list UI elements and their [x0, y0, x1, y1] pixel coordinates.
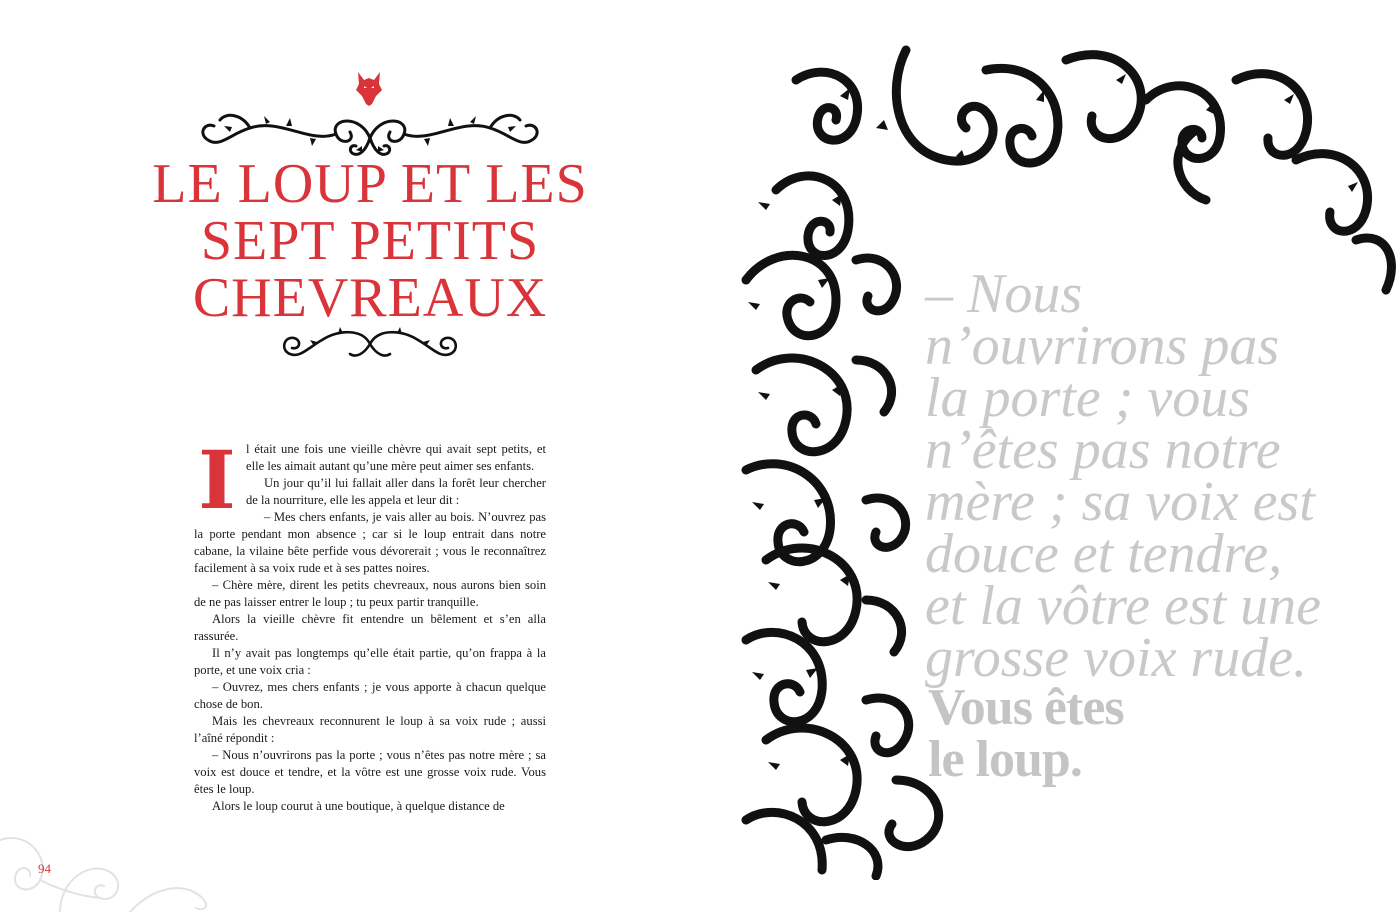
quote-line: la porte ; vous	[925, 367, 1251, 429]
title-line-1: LE LOUP ET LES	[152, 153, 588, 215]
paragraph: – Mes chers enfants, je vais aller au bois. N’ouvrez pas la porte pendant mon absence ; car si le loup entrait dans notre cabane, la vilaine bête perfide vous dévorerait ; vous le reconnaîtrez facilement à sa voix rude et à ses pattes noires.	[194, 510, 546, 575]
quote-line: et la vôtre est une	[925, 575, 1322, 637]
paragraph: Il n’y avait pas longtemps qu’elle était partie, qu’on frappa à la porte, et une voix cria :	[194, 646, 546, 677]
title-line-3: CHEVREAUX	[192, 267, 548, 329]
quote-line: grosse voix rude.	[925, 627, 1308, 689]
quote-line: mère ; sa voix est	[925, 471, 1315, 533]
right-page	[700, 0, 1400, 912]
wolf-head-icon	[354, 70, 384, 106]
dropcap-letter: I	[198, 433, 236, 527]
title-line-2: SEPT PETITS	[200, 210, 540, 272]
paragraph: Un jour qu’il lui fallait aller dans la forêt leur chercher de la nourriture, elle les appela et leur dit :	[246, 476, 546, 507]
quote-bold-line: le loup.	[928, 731, 1082, 788]
paragraph: l était une fois une vieille chèvre qui avait sept petits, et elle les aimait autant qu’une mère peut aimer ses enfants.	[246, 442, 546, 473]
paragraph: – Nous n’ouvrirons pas la porte ; vous n’êtes pas notre mère ; sa voix est douce et tendre, et la vôtre est une grosse voix rude. Vous êtes le loup.	[194, 748, 546, 796]
thorn-scroll-ornament-bottom	[278, 322, 462, 366]
page-number: 94	[38, 861, 51, 876]
paragraph: – Chère mère, dirent les petits chevreaux, nous aurons bien soin de ne pas laisser entrer le loup ; tu peux partir tranquille.	[194, 578, 546, 609]
quote-line: douce et tendre,	[925, 523, 1283, 585]
quote-bold-line: Vous êtes	[928, 679, 1124, 736]
quote-line: n’êtes pas notre	[925, 419, 1281, 481]
pull-quote	[925, 263, 1365, 689]
dropcap	[194, 433, 240, 527]
corner-flourish	[0, 800, 220, 912]
story-body	[194, 433, 546, 815]
paragraph: Alors le loup courut à une boutique, à quelque distance de	[212, 799, 505, 813]
paragraph: – Ouvrez, mes chers enfants ; je vous apporte à chacun quelque chose de bon.	[194, 680, 546, 711]
pull-quote-emphasis	[928, 679, 1348, 788]
paragraph: Mais les chevreaux reconnurent le loup à sa voix rude ; aussi l’aîné répondit :	[194, 714, 546, 745]
quote-line: – Nous	[925, 263, 1083, 325]
paragraph: Alors la vieille chèvre fit entendre un bêlement et s’en alla rassurée.	[194, 612, 546, 643]
story-title	[110, 153, 630, 329]
quote-line: n’ouvrirons pas	[925, 315, 1280, 377]
